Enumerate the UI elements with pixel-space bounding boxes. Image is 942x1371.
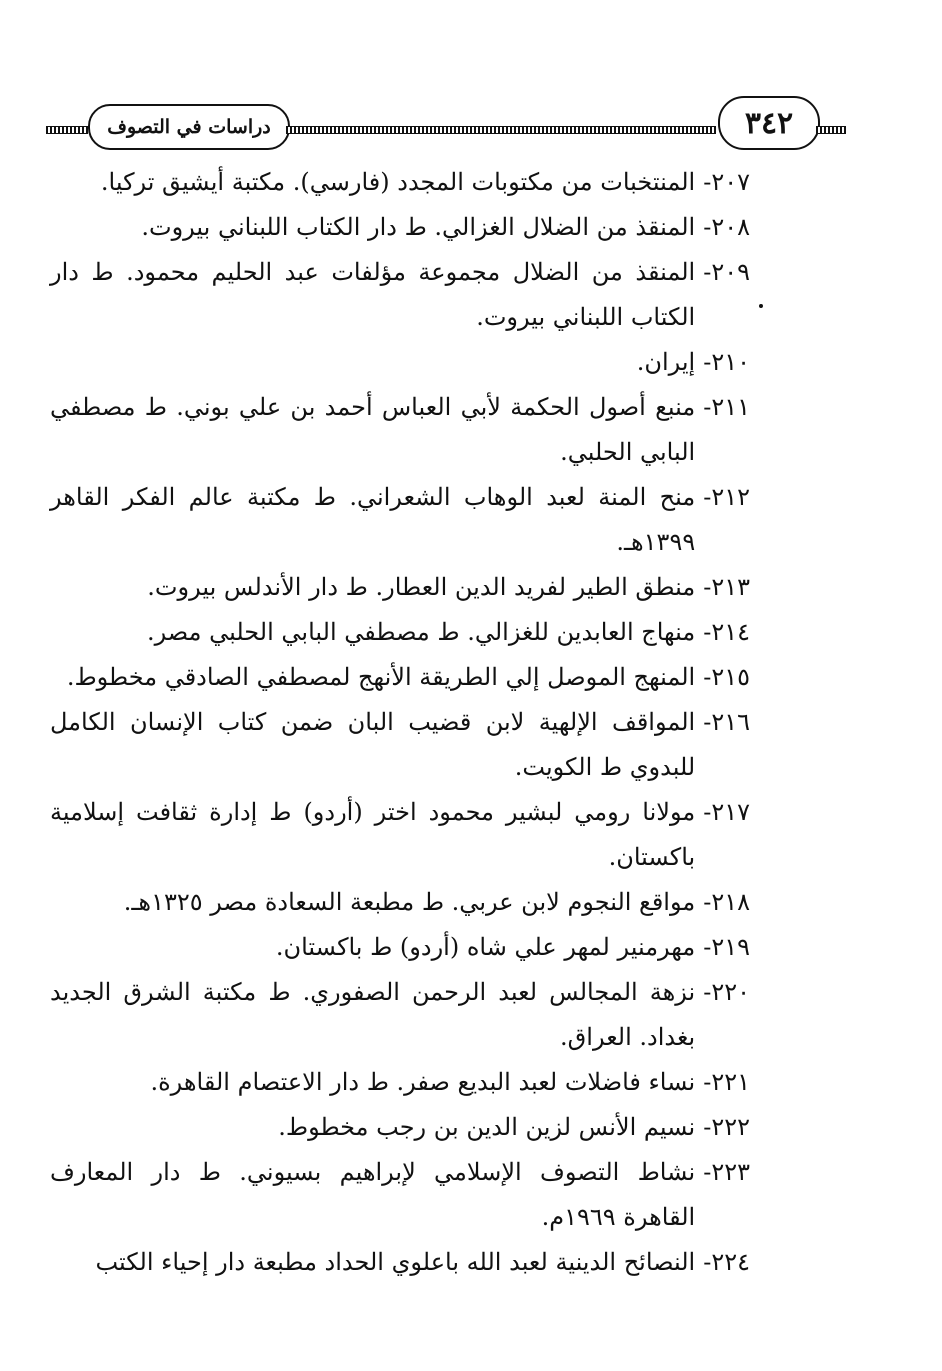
- entry-text: نسيم الأنس لزين الدين بن رجب مخطوط.: [278, 1113, 696, 1141]
- entry-number: ٢١٦-: [703, 708, 750, 736]
- entry-number: ٢٢٣-: [703, 1158, 750, 1186]
- entry-number: ٢١١-: [703, 393, 750, 421]
- bibliography-entry: [50, 385, 750, 475]
- bibliography-entry: [50, 700, 750, 790]
- bibliography-entry: [50, 340, 750, 385]
- entry-number: ٢١٠-: [703, 348, 750, 376]
- entry-number: ٢١٥-: [703, 663, 750, 691]
- entry-text: مواقع النجوم لابن عربي. ط مطبعة السعادة مصر ١٣٢٥هـ.: [123, 888, 696, 916]
- bibliography-entry: [50, 925, 750, 970]
- running-header: [46, 96, 826, 150]
- bibliography-entry: [50, 1240, 750, 1285]
- entry-number: ٢١٣-: [703, 573, 750, 601]
- running-title: دراسات في التصوف: [88, 104, 290, 150]
- entry-number: ٢٠٧-: [703, 168, 750, 196]
- entry-text: مهرمنير لمهر علي شاه (أردو) ط باكستان.: [275, 933, 696, 961]
- entry-number: ٢٠٩-: [703, 258, 750, 286]
- entry-text: نساء فاضلات لعبد البديع صفر. ط دار الاعتصام القاهرة.: [150, 1068, 696, 1096]
- entry-text: نزهة المجالس لعبد الرحمن الصفوري. ط مكتبة الشرق الجديد بغداد. العراق.: [50, 978, 696, 1051]
- entry-number: ٢١٧-: [703, 798, 750, 826]
- bibliography-list: [50, 160, 750, 1285]
- entry-number: ٢١٢-: [703, 483, 750, 511]
- bibliography-entry: [50, 610, 750, 655]
- entry-number: ٢١٩-: [703, 933, 750, 961]
- page-number: ٣٤٢: [718, 96, 820, 150]
- entry-text: منطق الطير لفريد الدين العطار. ط دار الأندلس بيروت.: [147, 573, 696, 601]
- entry-text: المنقذ من الضلال مجموعة مؤلفات عبد الحليم محمود. ط دار الكتاب اللبناني بيروت.: [50, 258, 696, 331]
- bibliography-entry: [50, 205, 750, 250]
- entry-text: نشاط التصوف الإسلامي لإبراهيم بسيوني. ط دار المعارف القاهرة ١٩٦٩م.: [50, 1158, 696, 1231]
- entry-text: إيران.: [636, 348, 696, 376]
- bibliography-entry: [50, 475, 750, 565]
- entry-number: ٢٠٨-: [703, 213, 750, 241]
- entry-text: المنتخبات من مكتوبات المجدد (فارسي). مكتبة أيشيق تركيا.: [100, 168, 696, 196]
- entry-text: منبع أصول الحكمة لأبي العباس أحمد بن علي بوني. ط مصطفي البابي الحلبي.: [50, 393, 696, 466]
- bibliography-entry: [50, 970, 750, 1060]
- entry-text: منح المنة لعبد الوهاب الشعراني. ط مكتبة عالم الفكر القاهر ١٣٩٩هـ.: [50, 483, 696, 556]
- entry-number: ٢٢١-: [703, 1068, 750, 1096]
- bibliography-entry: [50, 880, 750, 925]
- header-rule-middle: [286, 126, 716, 134]
- stray-ink-dot: [759, 304, 763, 308]
- entry-number: ٢٢٤-: [703, 1248, 750, 1276]
- bibliography-entry: [50, 790, 750, 880]
- entry-text: منهاج العابدين للغزالي. ط مصطفي البابي الحلبي مصر.: [146, 618, 696, 646]
- bibliography-entry: [50, 1150, 750, 1240]
- bibliography-entry: [50, 565, 750, 610]
- entry-text: المواقف الإلهية لابن قضيب البان ضمن كتاب الإنسان الكامل للبدوي ط الكويت.: [50, 708, 696, 781]
- entry-text: المنقذ من الضلال الغزالي. ط دار الكتاب اللبناني بيروت.: [141, 213, 696, 241]
- entry-number: ٢١٤-: [703, 618, 750, 646]
- entry-text: مولانا رومي لبشير محمود اختر (أردو) ط إدارة ثقافت إسلامية باكستان.: [50, 798, 696, 871]
- header-rule-left: [46, 126, 88, 134]
- entry-number: ٢١٨-: [703, 888, 750, 916]
- bibliography-entry: [50, 1060, 750, 1105]
- bibliography-entry: [50, 1105, 750, 1150]
- bibliography-entry: [50, 250, 750, 340]
- entry-number: ٢٢٠-: [703, 978, 750, 1006]
- entry-text: المنهج الموصل إلي الطريقة الأنهج لمصطفي الصادقي مخطوط.: [66, 663, 696, 691]
- bibliography-entry: [50, 655, 750, 700]
- bibliography-entry: [50, 160, 750, 205]
- header-rule-right: [816, 126, 846, 134]
- entry-number: ٢٢٢-: [703, 1113, 750, 1141]
- entry-text: النصائح الدينية لعبد الله باعلوي الحداد مطبعة دار إحياء الكتب: [95, 1248, 696, 1276]
